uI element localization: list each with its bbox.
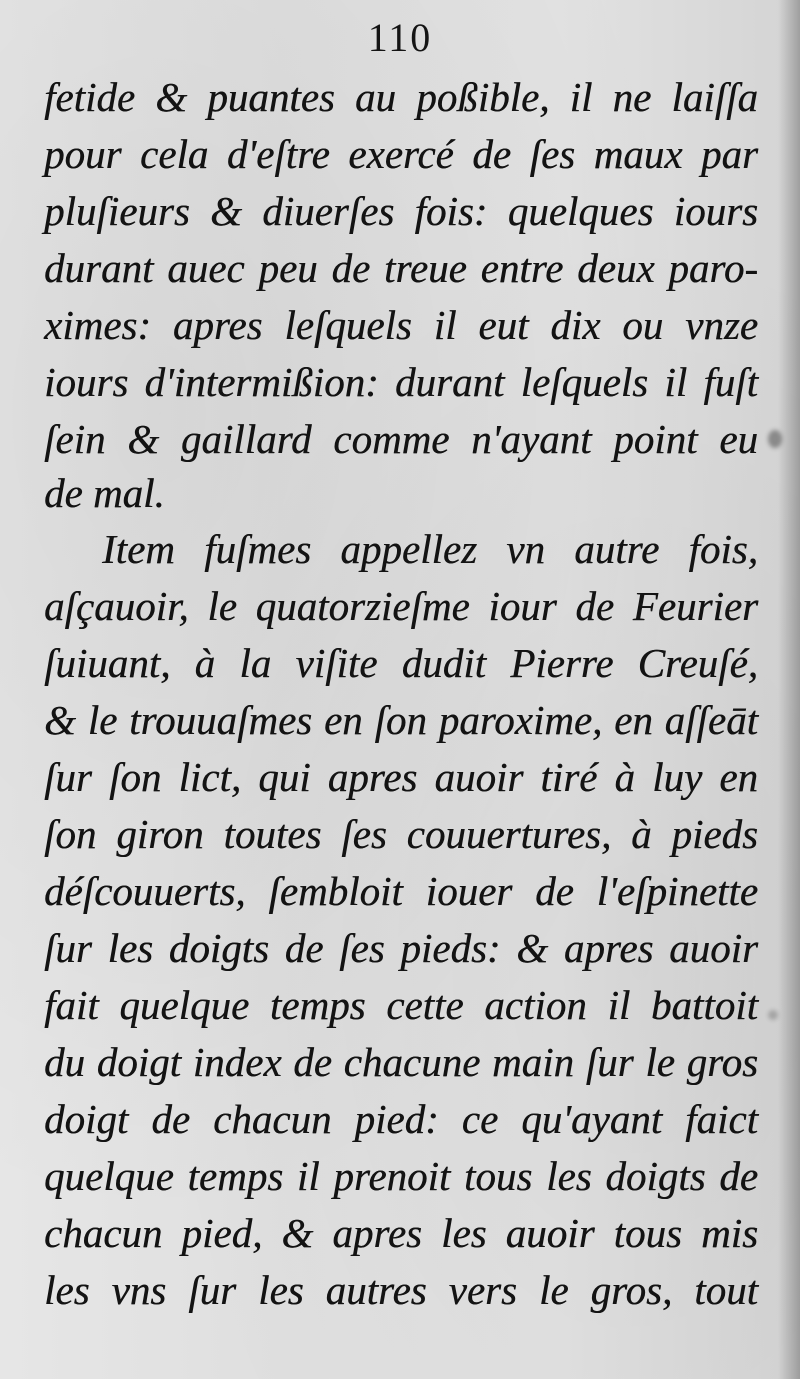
text-line: ſur les doigts de ſes pieds: & apres auoir — [44, 925, 758, 971]
text-line: du doigt index de chacune main ſur le gros — [44, 1039, 758, 1085]
text-line: ximes: apres leſquels il eut dix ou vnze — [44, 302, 758, 348]
text-line: les vns ſur les autres vers le gros, tout — [44, 1267, 758, 1313]
text-line: pour cela d'eſtre exercé de ſes maux par — [44, 131, 758, 177]
ink-blot — [768, 1010, 778, 1020]
text-line: chacun pied, & apres les auoir tous mis — [44, 1210, 758, 1256]
page-number: 110 — [367, 15, 433, 60]
text-line: ſur ſon lict, qui apres auoir tiré à luy en — [44, 754, 758, 800]
text-line: quelque temps il prenoit tous les doigts de — [44, 1153, 758, 1199]
spine-shadow — [778, 0, 800, 1379]
text-line: ſuiuant, à la viſite dudit Pierre Creuſé, — [44, 640, 758, 686]
ink-blot — [768, 430, 782, 448]
text-line: fait quelque temps cette action il battoit — [44, 982, 758, 1028]
text-line: ſon giron toutes ſes couuertures, à pieds — [44, 811, 758, 857]
text-line: pluſieurs & diuerſes fois: quelques iours — [44, 188, 758, 234]
text-line: aſçauoir, le quatorzieſme iour de Feurier — [44, 583, 758, 629]
text-line: & le trouuaſmes en ſon paroxime, en aſſeāt — [44, 697, 758, 743]
text-line: iours d'intermißion: durant leſquels il fuſt — [44, 359, 758, 405]
text-line: doigt de chacun pied: ce qu'ayant faict — [44, 1096, 758, 1142]
text-line: ſein & gaillard comme n'ayant point eu — [44, 416, 758, 462]
text-line: déſcouuerts, ſembloit iouer de l'eſpinette — [44, 868, 758, 914]
text-line: durant auec peu de treue entre deux paro- — [44, 245, 758, 291]
paragraph-start-line: Item fuſmes appellez vn autre fois, — [102, 526, 758, 572]
paragraph-end-line: de mal. — [44, 470, 165, 516]
text-line: fetide & puantes au poßible, il ne laiſſa — [44, 74, 758, 120]
